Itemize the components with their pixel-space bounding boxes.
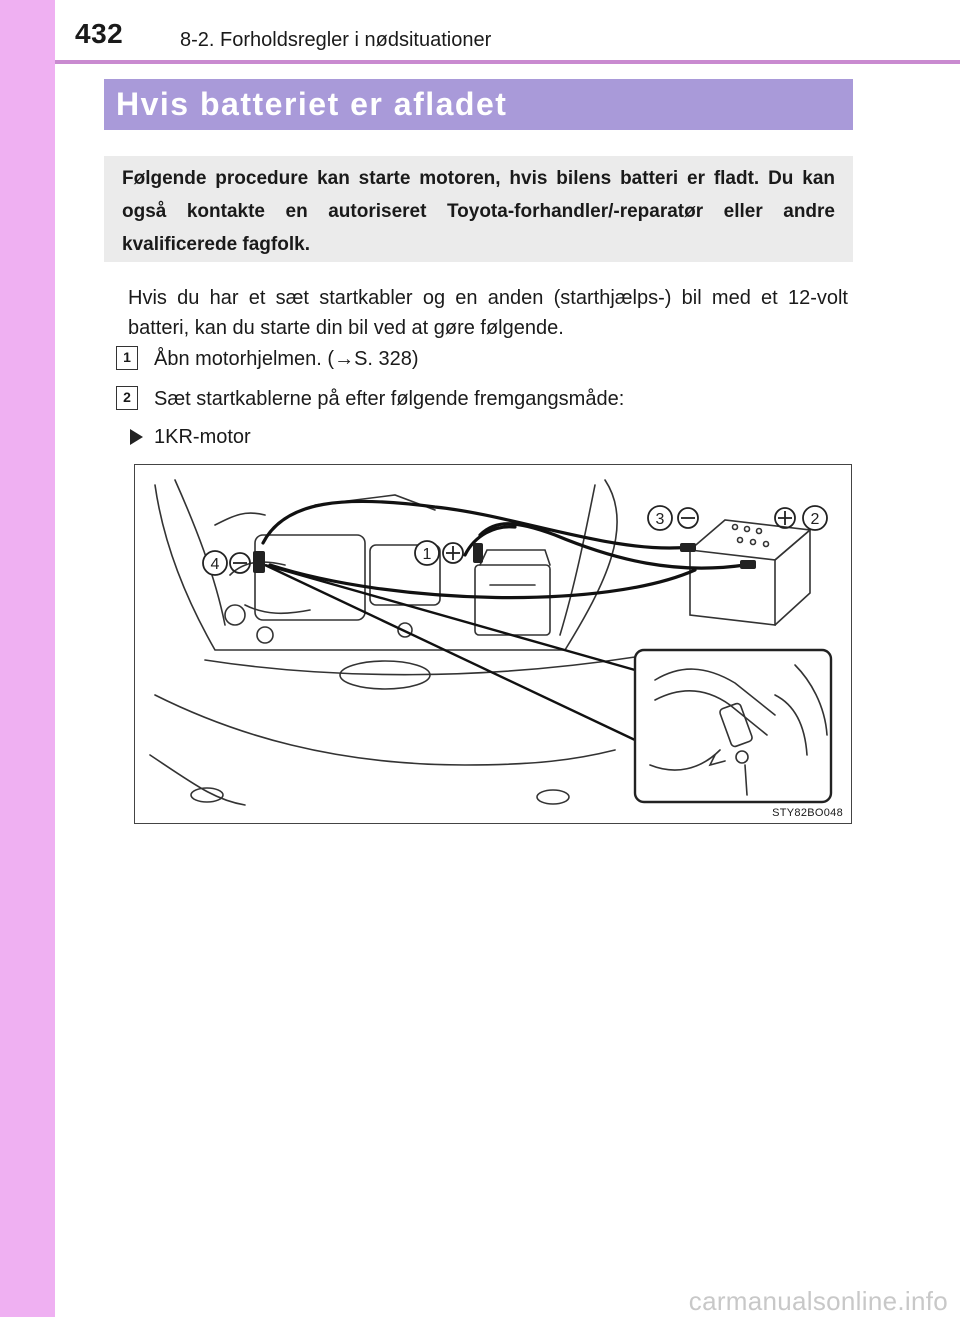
callout-1-label: 1 xyxy=(422,546,432,563)
body-paragraph: Hvis du har et sæt startkabler og en anden (starthjælps-) bil med et 12-volt batteri, kan du starte din bil ved at gøre følgende. xyxy=(128,287,848,339)
header-rule xyxy=(55,60,960,64)
engine-variant-label: 1KR-motor xyxy=(154,426,251,448)
step-number-badge: 2 xyxy=(116,386,138,410)
callout-4-label: 4 xyxy=(210,556,220,573)
callout-2-label: 2 xyxy=(810,511,820,528)
triangle-bullet-icon xyxy=(130,429,143,445)
engine-bay-drawing xyxy=(135,465,852,824)
intro-text: Følgende procedure kan starte motoren, hvis bilens batteri er fladt. Du kan også kontakte en autoriseret Toyota-forhandler/-reparatør eller andre kvalificerede fagfolk. xyxy=(122,168,835,255)
section-title: Hvis batteriet er afladet xyxy=(116,86,508,122)
intro-box xyxy=(104,156,853,262)
step-text: Sæt startkablerne på efter følgende fremgangsmåde: xyxy=(154,388,625,410)
callout-3-label: 3 xyxy=(655,511,665,528)
site-watermark: carmanualsonline.info xyxy=(688,1286,948,1316)
side-band xyxy=(0,0,55,1317)
step-number-badge: 1 xyxy=(116,346,138,370)
section-reference: 8-2. Forholdsregler i nødsituationer xyxy=(180,29,492,51)
figure-code: STY82BO048 xyxy=(772,807,843,819)
step-text: Åbn motorhjelmen. (→S. 328) xyxy=(154,348,419,370)
jump-start-illustration xyxy=(134,464,852,824)
section-title-bar xyxy=(104,79,853,130)
page-number: 432 xyxy=(75,18,124,49)
